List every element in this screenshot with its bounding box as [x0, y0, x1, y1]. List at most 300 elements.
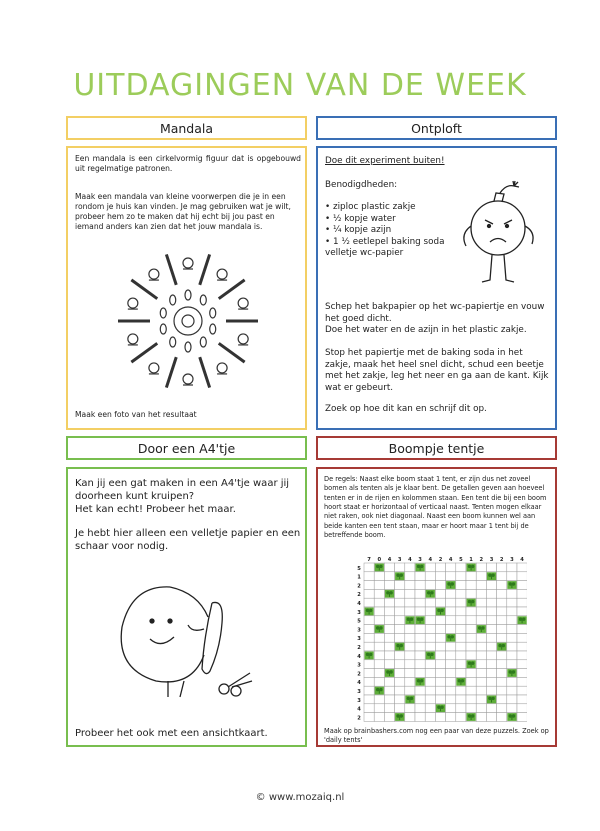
grid-cell	[507, 660, 517, 669]
column-clue: 4	[520, 557, 524, 563]
grid-cell	[415, 704, 425, 713]
list-item: • ¼ kopje azijn	[325, 225, 392, 236]
grid-cell	[456, 686, 466, 695]
grid-cell	[476, 713, 486, 722]
bomb-character-drawing	[454, 176, 544, 288]
grid-cell	[384, 695, 394, 704]
grid-cell	[425, 669, 435, 678]
tree-trunk	[369, 611, 370, 614]
clip-shape	[170, 295, 176, 305]
grid-cell	[456, 642, 466, 651]
tree-trunk	[440, 708, 441, 711]
grid-cell	[405, 660, 415, 669]
column-clue: 4	[387, 557, 392, 563]
tree-trunk	[511, 673, 512, 676]
column-clue: 2	[479, 557, 484, 563]
column-clue: 2	[438, 557, 443, 563]
grid-cell	[507, 589, 517, 598]
grid-cell	[486, 704, 496, 713]
grid-cell	[395, 625, 405, 634]
grid-cell	[517, 598, 527, 607]
list-item: velletje wc-papier	[325, 248, 404, 259]
grid-cell	[476, 651, 486, 660]
grid-cell	[384, 625, 394, 634]
grid-cell	[425, 625, 435, 634]
grid-cell	[456, 563, 466, 572]
grid-cell	[384, 598, 394, 607]
clip-shape	[210, 324, 216, 334]
grid-cell	[456, 633, 466, 642]
grid-cell	[435, 686, 445, 695]
grid-cell	[456, 572, 466, 581]
grid-cell	[507, 677, 517, 686]
mandala-header	[66, 116, 307, 140]
grid-cell	[405, 713, 415, 722]
tree-trunk	[491, 576, 492, 579]
grid-cell	[435, 695, 445, 704]
grid-cell	[415, 651, 425, 660]
tree-trunk	[399, 647, 400, 650]
grid-cell	[507, 625, 517, 634]
grid-cell	[456, 651, 466, 660]
grid-cell	[405, 651, 415, 660]
ontploft-step1: Schep het bakpapier op het wc-papiertje en vouw het goed dicht. Doe het water en de azijn in het plastic zakje.	[325, 302, 545, 336]
grid-cell	[425, 642, 435, 651]
column-clue: 1	[469, 557, 473, 563]
grid-cell	[425, 598, 435, 607]
grid-cell	[395, 660, 405, 669]
grid-cell	[384, 572, 394, 581]
grid-cell	[395, 581, 405, 590]
grid-cell	[476, 598, 486, 607]
grid-cell	[364, 713, 374, 722]
tree-trunk	[409, 699, 410, 702]
page-footer: © www.mozaiq.nl	[255, 792, 345, 803]
grid-cell	[497, 660, 507, 669]
grid-cell	[446, 660, 456, 669]
grid-cell	[405, 633, 415, 642]
grid-cell	[517, 572, 527, 581]
grid-cell	[446, 686, 456, 695]
grid-cell	[425, 581, 435, 590]
grid-cell	[476, 581, 486, 590]
grid-cell	[374, 660, 384, 669]
grid-cell	[435, 669, 445, 678]
grid-cell	[456, 598, 466, 607]
tree-trunk	[399, 717, 400, 720]
tree-trunk	[511, 717, 512, 720]
grid-cell	[374, 589, 384, 598]
row-clue: 5	[357, 618, 361, 625]
grid-cell	[476, 669, 486, 678]
grid-cell	[507, 704, 517, 713]
grid-cell	[497, 598, 507, 607]
grid-cell	[364, 598, 374, 607]
grid-cell	[517, 704, 527, 713]
figure-head-shape	[149, 363, 159, 373]
mandala-footer: Maak een foto van het resultaat	[75, 410, 197, 419]
grid-cell	[364, 669, 374, 678]
grid-cell	[446, 625, 456, 634]
grid-cell	[395, 607, 405, 616]
list-item: • ½ kopje water	[325, 213, 396, 224]
row-clue: 3	[357, 697, 361, 704]
clip-shape	[160, 308, 166, 318]
grid-cell	[374, 651, 384, 660]
grid-cell	[446, 589, 456, 598]
grid-cell	[497, 651, 507, 660]
grid-cell	[435, 651, 445, 660]
grid-cell	[446, 616, 456, 625]
grid-cell	[415, 581, 425, 590]
grid-cell	[507, 598, 517, 607]
figure-head-shape	[238, 334, 248, 344]
grid-cell	[446, 677, 456, 686]
pencil-shape	[166, 254, 176, 284]
grid-cell	[476, 642, 486, 651]
grid-cell	[425, 704, 435, 713]
grid-cell	[466, 642, 476, 651]
grid-cell	[456, 704, 466, 713]
grid-cell	[384, 713, 394, 722]
row-clue: 5	[357, 565, 361, 572]
grid-cell	[486, 686, 496, 695]
row-clue: 4	[357, 706, 361, 713]
row-clue: 2	[357, 645, 361, 651]
column-clue: 4	[448, 557, 453, 563]
grid-cell	[507, 633, 517, 642]
grid-cell	[415, 669, 425, 678]
grid-cell	[497, 581, 507, 590]
a4-header	[66, 436, 307, 460]
grid-cell	[517, 713, 527, 722]
grid-cell	[425, 607, 435, 616]
column-clue: 3	[489, 557, 494, 563]
grid-cell	[395, 589, 405, 598]
grid-cell	[435, 642, 445, 651]
grid-cell	[384, 651, 394, 660]
grid-cell	[425, 572, 435, 581]
grid-cell	[435, 713, 445, 722]
grid-cell	[486, 589, 496, 598]
pencil-shape	[131, 280, 157, 299]
grid-cell	[374, 642, 384, 651]
grid-cell	[384, 686, 394, 695]
tents-puzzle-grid[interactable]	[352, 555, 527, 723]
tree-trunk	[420, 567, 421, 570]
grid-cell	[405, 669, 415, 678]
grid-cell	[476, 572, 486, 581]
grid-cell	[486, 616, 496, 625]
grid-cell	[517, 607, 527, 616]
grid-cell	[446, 669, 456, 678]
grid-cell	[507, 607, 517, 616]
tree-trunk	[430, 655, 431, 658]
grid-cell	[497, 589, 507, 598]
grid-cell	[486, 651, 496, 660]
grid-cell	[466, 572, 476, 581]
grid-cell	[384, 704, 394, 713]
grid-cell	[507, 572, 517, 581]
grid-cell	[435, 633, 445, 642]
grid-cell	[446, 563, 456, 572]
row-clue: 3	[357, 689, 361, 695]
tree-trunk	[409, 620, 410, 623]
a4-question: Kan jij een gat maken in een A4'tje waar jij doorheen kunt kruipen? Het kan echt! Probeer het maar.	[75, 478, 290, 516]
grid-cell	[456, 669, 466, 678]
grid-cell	[466, 695, 476, 704]
grid-cell	[517, 686, 527, 695]
grid-cell	[486, 713, 496, 722]
figure-head-shape	[183, 258, 193, 268]
grid-cell	[456, 695, 466, 704]
grid-cell	[364, 616, 374, 625]
grid-cell	[466, 677, 476, 686]
grid-cell	[415, 633, 425, 642]
grid-cell	[415, 686, 425, 695]
ontploft-step2: Stop het papiertje met de baking soda in het zakje, maak het heel snel dicht, schud een beetje met het zakje, leg het neer en ga aan de kant. Kijk wat er gebeurt.	[325, 348, 549, 393]
column-clue: 7	[367, 557, 371, 563]
grid-cell	[395, 633, 405, 642]
grid-cell	[364, 695, 374, 704]
column-clue: 4	[408, 557, 412, 563]
grid-cell	[446, 695, 456, 704]
grid-cell	[435, 625, 445, 634]
grid-cell	[456, 713, 466, 722]
row-clue: 3	[357, 636, 361, 643]
tree-trunk	[379, 629, 380, 632]
grid-cell	[374, 572, 384, 581]
grid-cell	[405, 677, 415, 686]
grid-cell	[435, 589, 445, 598]
grid-cell	[476, 660, 486, 669]
tree-trunk	[501, 647, 502, 650]
boompje-header-label: Boompje tentje	[388, 440, 485, 456]
grid-cell	[435, 572, 445, 581]
a4-materials: Je hebt hier alleen een velletje papier en een schaar voor nodig.	[75, 528, 301, 553]
grid-cell	[517, 642, 527, 651]
grid-cell	[415, 625, 425, 634]
ontploft-needs-title: Benodigdheden:	[325, 180, 398, 190]
clip-shape	[200, 337, 206, 347]
grid-cell	[384, 616, 394, 625]
grid-cell	[374, 677, 384, 686]
grid-cell	[486, 563, 496, 572]
tree-trunk	[471, 664, 472, 667]
grid-cell	[517, 677, 527, 686]
grid-cell	[425, 660, 435, 669]
clip-shape	[185, 290, 191, 300]
grid-cell	[446, 642, 456, 651]
grid-cell	[415, 660, 425, 669]
grid-cell	[374, 633, 384, 642]
grid-cell	[364, 677, 374, 686]
a4-panel	[66, 467, 307, 747]
grid-cell	[497, 616, 507, 625]
tree-trunk	[481, 629, 482, 632]
grid-cell	[507, 563, 517, 572]
grid-cell	[486, 669, 496, 678]
grid-cell	[395, 686, 405, 695]
grid-cell	[374, 704, 384, 713]
row-clue: 2	[357, 671, 361, 678]
grid-cell	[364, 589, 374, 598]
tree-trunk	[450, 638, 451, 641]
tree-trunk	[491, 699, 492, 702]
grid-cell	[364, 633, 374, 642]
grid-cell	[476, 616, 486, 625]
figure-head-shape	[128, 334, 138, 344]
grid-cell	[517, 589, 527, 598]
grid-cell	[374, 713, 384, 722]
paper-character-drawing	[112, 577, 262, 707]
grid-cell	[497, 695, 507, 704]
grid-cell	[517, 669, 527, 678]
grid-cell	[415, 598, 425, 607]
grid-cell	[374, 598, 384, 607]
ontploft-intro: Doe dit experiment buiten!	[325, 156, 445, 166]
tree-trunk	[471, 717, 472, 720]
grid-cell	[374, 695, 384, 704]
grid-cell	[395, 695, 405, 704]
grid-cell	[497, 625, 507, 634]
row-clue: 2	[357, 592, 361, 599]
grid-cell	[435, 563, 445, 572]
grid-cell	[395, 677, 405, 686]
ontploft-panel	[316, 146, 557, 430]
column-clue: 3	[397, 557, 402, 563]
tree-trunk	[399, 576, 400, 579]
grid-cell	[435, 660, 445, 669]
tree-trunk	[460, 682, 461, 685]
grid-cell	[517, 695, 527, 704]
tree-trunk	[420, 620, 421, 623]
grid-cell	[384, 660, 394, 669]
grid-cell	[364, 642, 374, 651]
tree-trunk	[522, 620, 523, 623]
grid-cell	[425, 713, 435, 722]
grid-cell	[395, 704, 405, 713]
figure-head-shape	[128, 298, 138, 308]
grid-cell	[405, 642, 415, 651]
grid-cell	[405, 598, 415, 607]
grid-cell	[517, 633, 527, 642]
grid-cell	[425, 633, 435, 642]
grid-cell	[456, 589, 466, 598]
grid-cell	[374, 616, 384, 625]
mandala-intro: Een mandala is een cirkelvormig figuur dat is opgebouwd uit regelmatige patronen.	[75, 154, 301, 174]
grid-cell	[507, 651, 517, 660]
figure-head-shape	[149, 269, 159, 279]
page-title: UITDAGINGEN VAN DE WEEK	[73, 68, 527, 103]
grid-cell	[384, 563, 394, 572]
grid-cell	[425, 616, 435, 625]
list-item: • 1 ½ eetlepel baking soda	[325, 236, 445, 247]
grid-cell	[446, 704, 456, 713]
grid-cell	[517, 651, 527, 660]
grid-cell	[476, 607, 486, 616]
figure-head-shape	[183, 374, 193, 384]
grid-cell	[497, 677, 507, 686]
clip-shape	[160, 324, 166, 334]
figure-head-shape	[217, 269, 227, 279]
grid-cell	[486, 607, 496, 616]
mandala-drawing	[108, 245, 268, 395]
grid-cell	[486, 660, 496, 669]
grid-cell	[497, 563, 507, 572]
grid-cell	[395, 616, 405, 625]
tree-trunk	[389, 673, 390, 676]
row-clue: 2	[357, 715, 361, 722]
row-clue: 2	[357, 583, 361, 590]
row-clue: 4	[357, 653, 361, 660]
grid-cell	[364, 686, 374, 695]
grid-cell	[405, 704, 415, 713]
grid-cell	[466, 686, 476, 695]
grid-cell	[507, 642, 517, 651]
mandala-header-label: Mandala	[159, 120, 214, 136]
grid-cell	[497, 607, 507, 616]
grid-cell	[364, 581, 374, 590]
grid-cell	[364, 572, 374, 581]
grid-cell	[364, 660, 374, 669]
grid-cell	[476, 686, 486, 695]
tree-trunk	[369, 655, 370, 658]
ontploft-header	[316, 116, 557, 140]
grid-cell	[395, 651, 405, 660]
tree-trunk	[389, 594, 390, 597]
boompje-rules: De regels: Naast elke boom staat 1 tent, er zijn dus net zoveel bomen als tenten als je klaar bent. De getallen geven aan hoeveel tenten er in de rijen en kolommen staan. Een tent die bij een boom hoort staat er horizontaal of verticaal naast. Tenten mogen elkaar niet raken, ook niet diagonaal. Naast een boom kunnen wel aan beide kanten een tent staan, maar er hoort maar 1 tent bij de betreffende boom.	[324, 475, 547, 540]
grid-cell	[497, 572, 507, 581]
grid-cell	[405, 686, 415, 695]
grid-cell	[374, 669, 384, 678]
grid-cell	[507, 616, 517, 625]
grid-cell	[405, 572, 415, 581]
grid-cell	[384, 581, 394, 590]
grid-cell	[425, 695, 435, 704]
tree-trunk	[471, 603, 472, 606]
grid-cell	[466, 651, 476, 660]
clip-shape	[210, 308, 216, 318]
grid-cell	[384, 642, 394, 651]
clip-shape	[200, 295, 206, 305]
grid-cell	[415, 589, 425, 598]
grid-cell	[364, 625, 374, 634]
grid-cell	[446, 651, 456, 660]
grid-cell	[466, 589, 476, 598]
grid-cell	[384, 677, 394, 686]
grid-cell	[446, 607, 456, 616]
row-clue: 3	[357, 662, 361, 669]
grid-cell	[435, 581, 445, 590]
grid-cell	[446, 598, 456, 607]
grid-cell	[497, 686, 507, 695]
ontploft-step3: Zoek op hoe dit kan en schrijf dit op.	[325, 404, 487, 414]
grid-cell	[425, 677, 435, 686]
grid-cell	[435, 677, 445, 686]
row-clue: 4	[357, 601, 361, 607]
grid-cell	[517, 563, 527, 572]
grid-cell	[476, 589, 486, 598]
pencil-shape	[200, 357, 210, 387]
grid-cell	[405, 625, 415, 634]
column-clue: 2	[499, 557, 504, 563]
grid-cell	[395, 563, 405, 572]
grid-cell	[415, 607, 425, 616]
mandala-panel	[66, 146, 307, 430]
grid-cell	[486, 625, 496, 634]
grid-cell	[497, 633, 507, 642]
